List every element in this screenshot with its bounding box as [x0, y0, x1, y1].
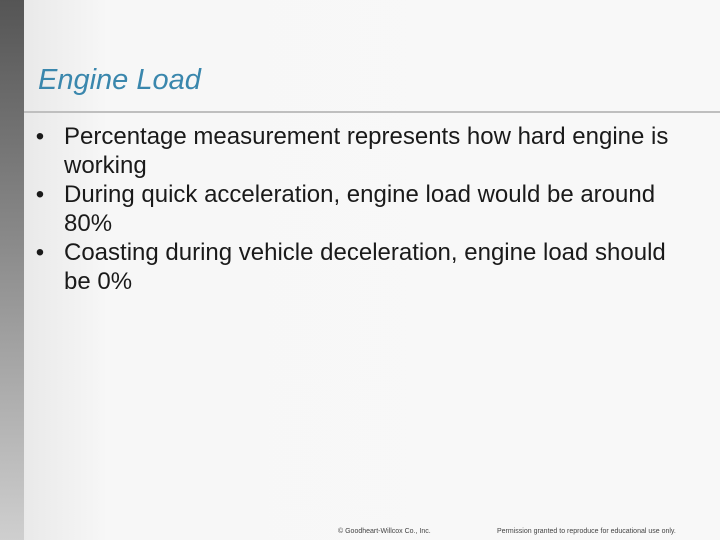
bullet-icon: • [35, 239, 45, 266]
bullet-icon: • [35, 181, 45, 208]
bullet-list [30, 122, 690, 296]
slide-title: Engine Load [38, 64, 201, 96]
bullet-item [30, 122, 690, 180]
title-divider [24, 111, 720, 113]
bullet-text: Coasting during vehicle deceleration, engine load should be 0% [64, 239, 666, 295]
bullet-item [30, 180, 690, 238]
footer-permission: Permission granted to reproduce for educational use only. [497, 528, 676, 535]
left-decorative-band [0, 0, 24, 540]
bullet-icon: • [35, 123, 45, 150]
footer-copyright: © Goodheart-Willcox Co., Inc. [338, 528, 431, 535]
bullet-text: Percentage measurement represents how hard engine is working [64, 123, 669, 179]
bullet-text: During quick acceleration, engine load would be around 80% [64, 181, 656, 237]
bullet-item [30, 238, 690, 296]
